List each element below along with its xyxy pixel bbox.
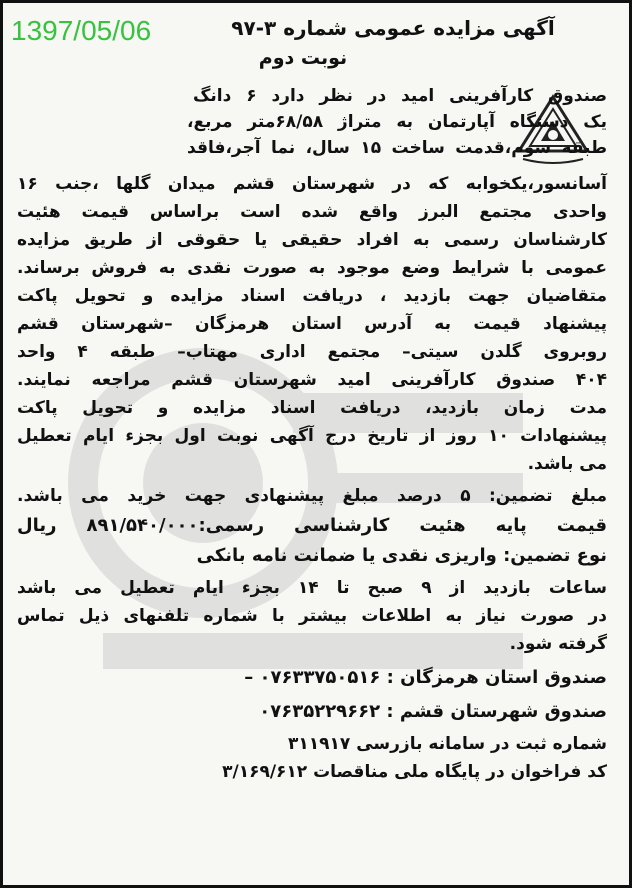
paragraph-line: مدت زمان بازدید، دریافت اسناد مزایده و تحویل پاکت (17, 398, 607, 418)
paragraph-line: واحدی مجتمع البرز واقع شده است براساس قیمت هئیت (17, 202, 607, 222)
base-price-line: قیمت پایه هئیت کارشناسی رسمی:۸۹۱/۵۴۰/۰۰۰ ریال (17, 515, 608, 536)
paragraph-line: طبقه سوم،قدمت ساخت ۱۵ سال، نما آجر،فاقد (187, 138, 607, 158)
paragraph-line: آسانسور،یکخوابه که در شهرستان قشم میدان گلها ،جنب ۱۶ (17, 174, 607, 194)
date-stamp: 1397/05/06 (11, 15, 152, 46)
paragraph-line: کارشناسان رسمی به افراد حقیقی یا حقوقی از طریق مزایده (17, 230, 607, 250)
tender-code-line: کد فراخوان در پایگاه ملی مناقصات ۳/۱۶۹/۶۱۲ (222, 762, 607, 782)
guarantee-type-line: نوع تضمین: واریزی نقدی یا ضمانت نامه بانکی (196, 545, 607, 566)
paragraph-line: عمومی با شرایط وضع موجود به صورت نقدی به فروش برساند. (17, 258, 607, 278)
paragraph-line: یک دستگاه آپارتمان به متراژ ۶۸/۵۸متر مربع، (187, 112, 607, 132)
page-title: آگهی مزایده عمومی شماره ۳-۹۷ (231, 16, 555, 40)
paragraph-line: صندوق کارآفرینی امید در نظر دارد ۶ دانگ (193, 86, 607, 106)
paragraph-line: روبروی گلدن سیتی– مجتمع اداری مهتاب– طبقه ۴ واحد (17, 342, 607, 362)
paragraph-line: پیشنهاد قیمت به آدرس استان هرمزگان –شهرستان قشم (17, 314, 607, 334)
inspection-registration-line: شماره ثبت در سامانه بازرسی ۳۱۱۹۱۷ (288, 734, 607, 754)
paragraph-line: متقاضیان جهت بازدید ، دریافت اسناد مزایده و تحویل پاکت (17, 286, 607, 306)
guarantee-amount-line: مبلغ تضمین: ۵ درصد مبلغ پیشنهادی جهت خرید می باشد. (17, 486, 608, 506)
paragraph-line: گرفته شود. (509, 634, 607, 654)
page-subtitle: نوبت دوم (258, 47, 348, 69)
paragraph-line: در صورت نیاز به اطلاعات بیشتر با شماره تلفنهای ذیل تماس (17, 606, 607, 626)
paragraph-line: ۴۰۴ صندوق کارآفرینی امید شهرستان قشم مراجعه نمایند. (17, 370, 607, 390)
phone-line-qeshm: صندوق شهرستان قشم : ۰۷۶۳۵۲۲۹۶۶۲ (259, 701, 607, 722)
paragraph-line: می باشد. (527, 454, 607, 474)
paragraph-line: پیشنهادات ۱۰ روز از تاریخ درج آگهی نوبت اول بجزء ایام تعطیل (17, 426, 607, 446)
paragraph-line: ساعات بازدید از ۹ صبح تا ۱۴ بجزء ایام تعطیل می باشد (17, 578, 608, 598)
phone-line-province: صندوق استان هرمزگان : ۰۷۶۳۳۷۵۰۵۱۶ – (244, 667, 607, 688)
